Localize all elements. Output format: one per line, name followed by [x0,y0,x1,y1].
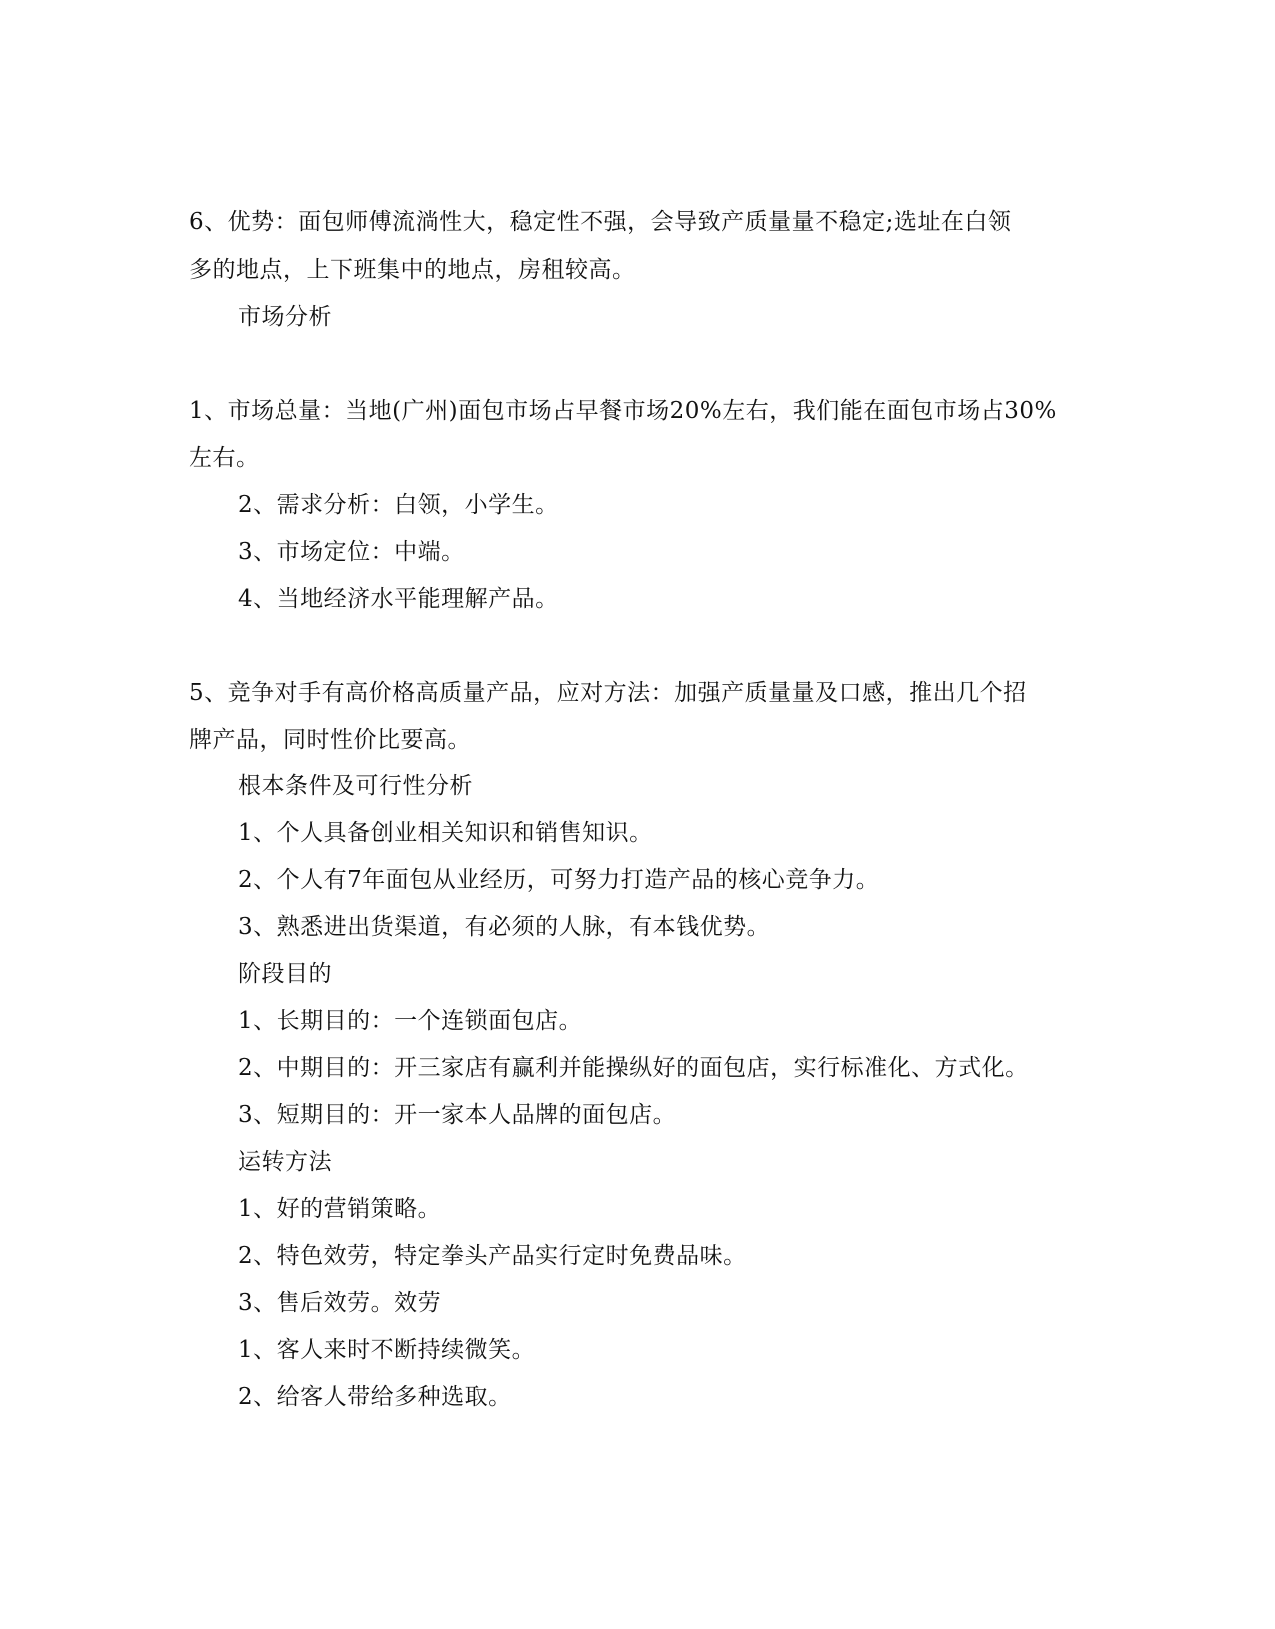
list-item: 3、市场定位：中端。 [238,539,465,565]
section-heading: 市场分析 [238,304,332,330]
list-item: 1、客人来时不断持续微笑。 [238,1337,536,1363]
section-heading: 根本条件及可行性分析 [238,773,473,799]
list-item: 2、个人有7年面包从业经历，可努力打造产品的核心竞争力。 [238,867,880,893]
list-item: 2、特色效劳，特定拳头产品实行定时免费品味。 [238,1243,747,1269]
list-item: 4、当地经济水平能理解产品。 [238,586,559,612]
section-heading: 阶段目的 [238,961,332,987]
list-item: 3、售后效劳。效劳 [238,1290,442,1316]
text-line: 左右。 [189,445,260,471]
list-item: 1、好的营销策略。 [238,1196,442,1222]
list-item: 2、中期目的：开三家店有赢利并能操纵好的面包店，实行标准化、方式化。 [238,1055,1029,1081]
list-item: 3、短期目的：开一家本人品牌的面包店。 [238,1102,677,1128]
list-item: 1、个人具备创业相关知识和销售知识。 [238,820,653,846]
list-item: 2、需求分析：白领，小学生。 [238,492,559,518]
text-line: 多的地点，上下班集中的地点，房租较高。 [189,257,636,283]
text-line: 6、优势：面包师傅流淌性大，稳定性不强，会导致产质量量不稳定;选址在白领 [189,209,1012,235]
list-item: 3、熟悉进出货渠道，有必须的人脉，有本钱优势。 [238,914,771,940]
text-line: 5、竞争对手有高价格高质量产品，应对方法：加强产质量量及口感，推出几个招 [189,680,1027,706]
list-item: 1、长期目的：一个连锁面包店。 [238,1008,583,1034]
text-line: 牌产品，同时性价比要高。 [189,727,471,753]
text-line: 1、市场总量：当地(广州)面包市场占早餐市场20%左右，我们能在面包市场占30% [189,398,1057,424]
section-heading: 运转方法 [238,1149,332,1175]
list-item: 2、给客人带给多种选取。 [238,1384,512,1410]
